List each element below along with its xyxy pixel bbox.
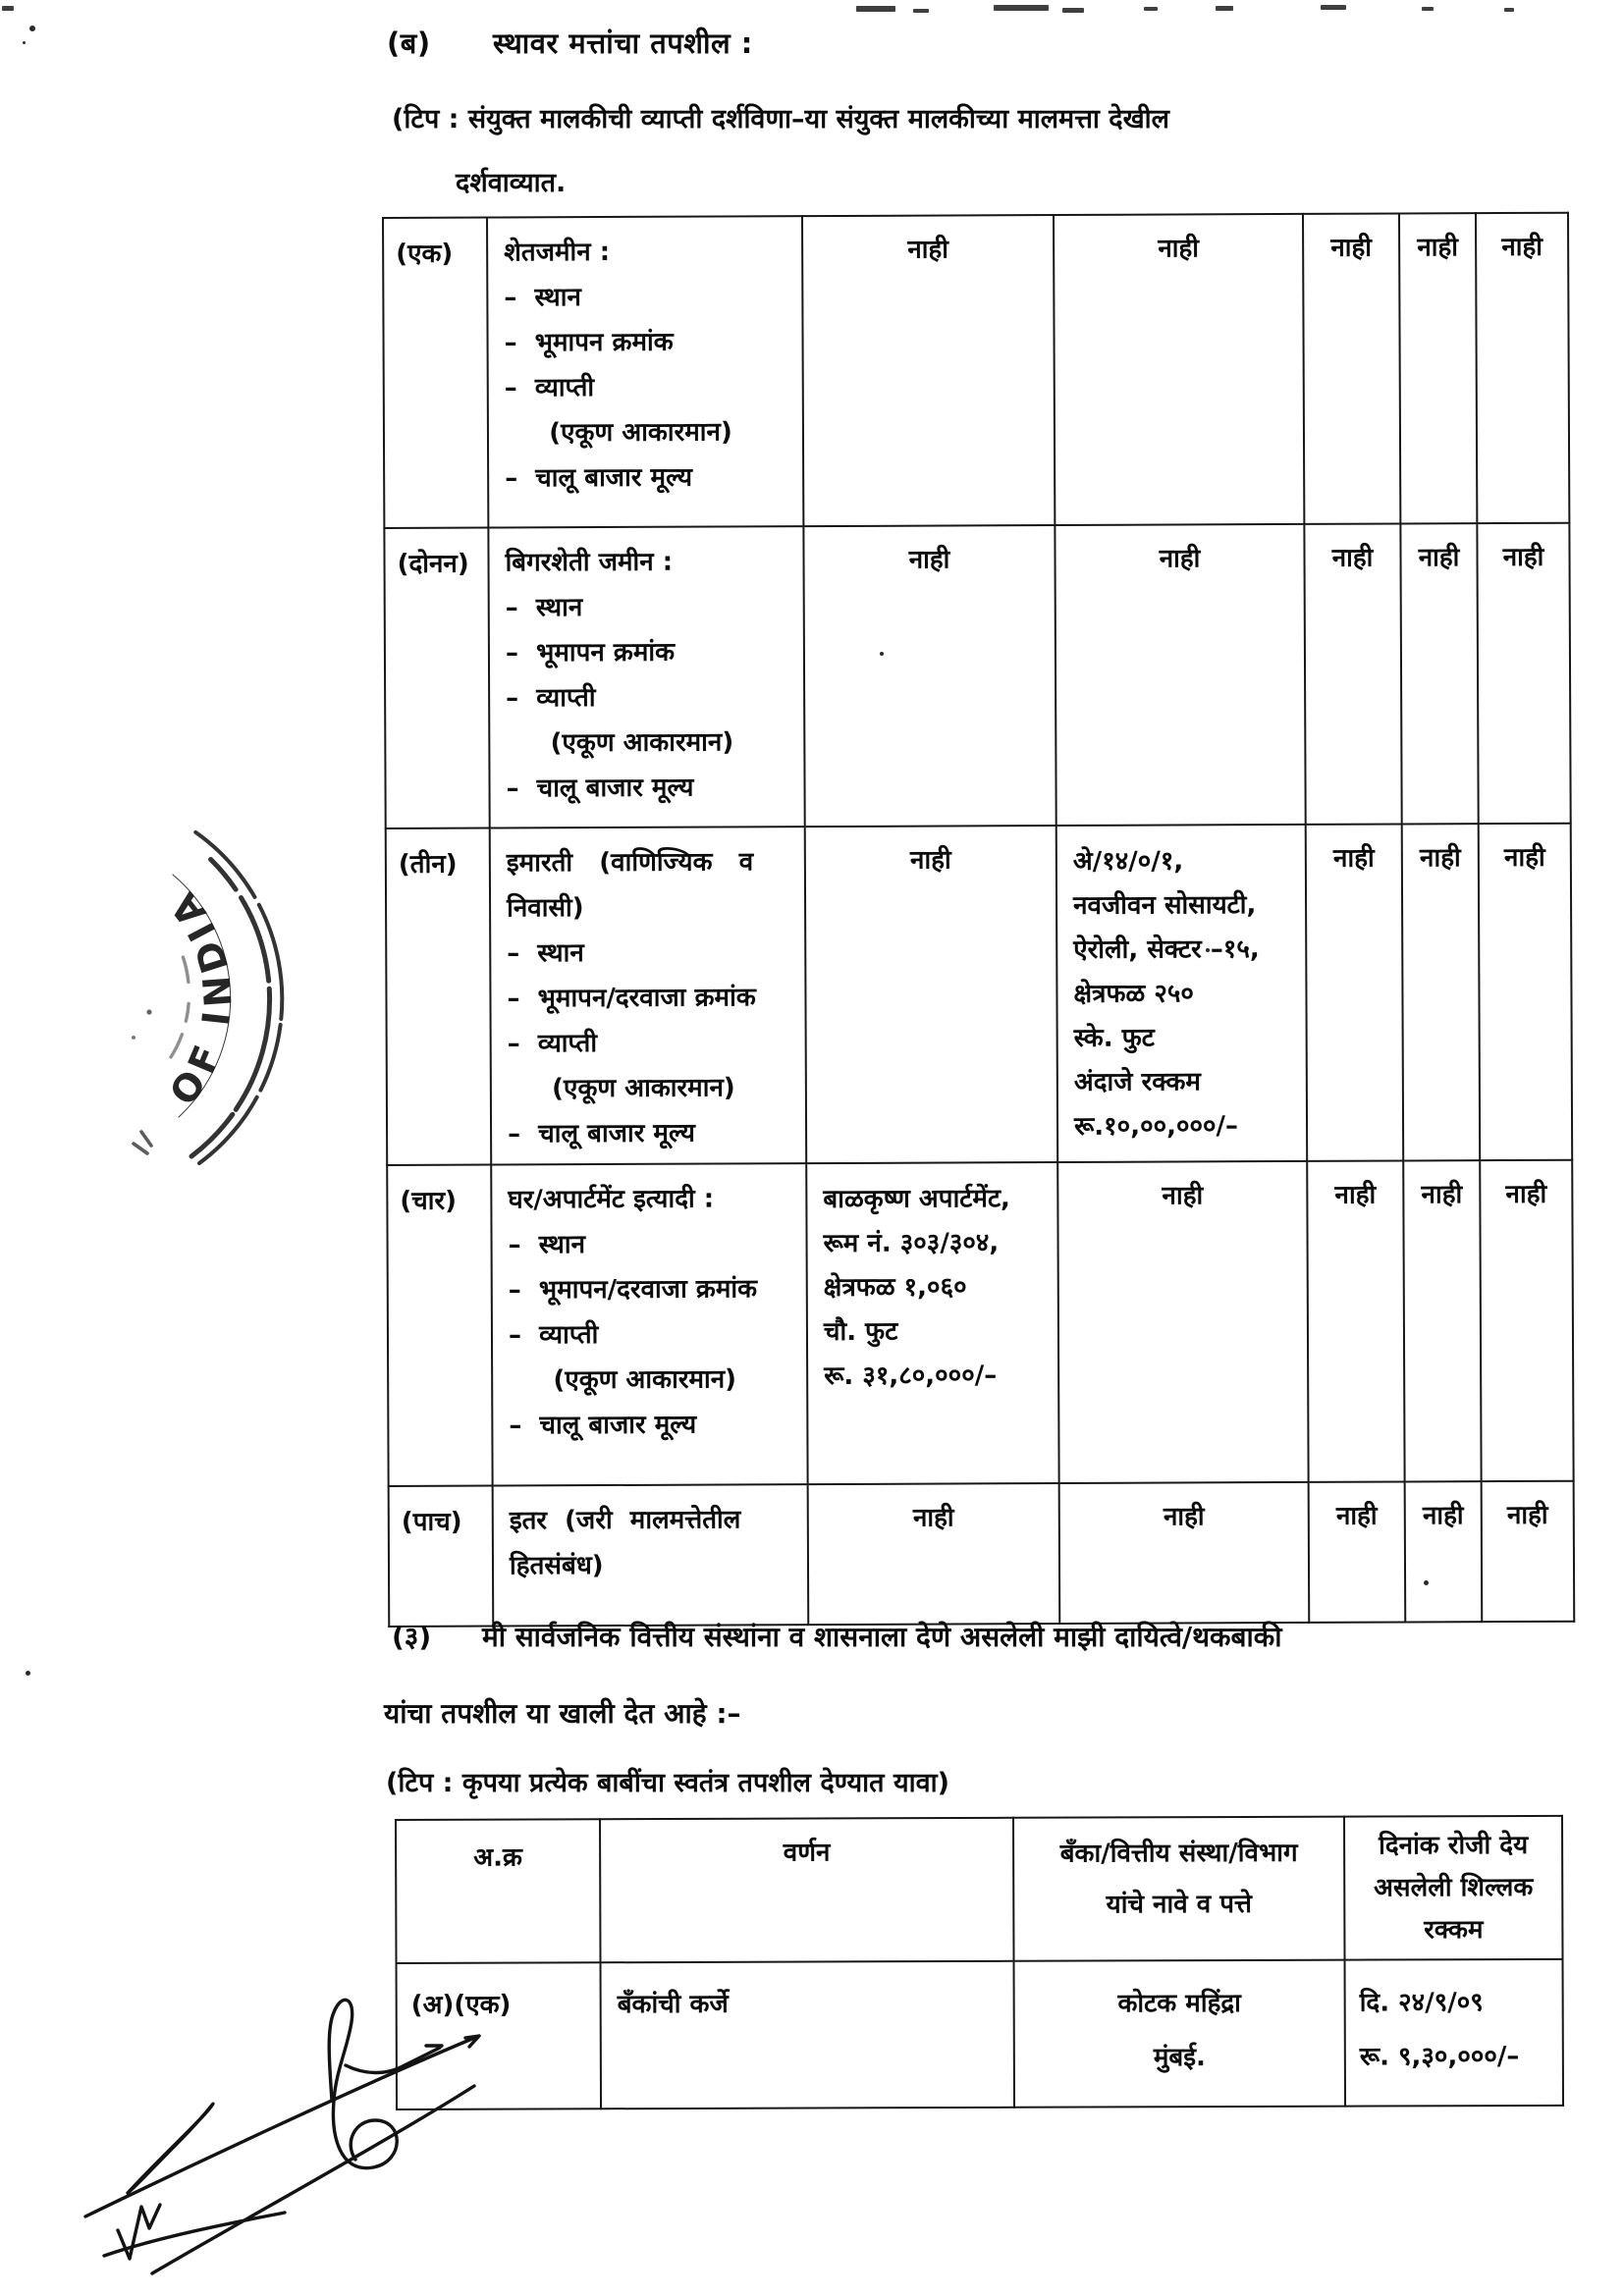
text-line: – चालू बाजार मूल्य	[508, 1118, 695, 1149]
text-line: – व्याप्ती	[508, 1320, 599, 1351]
text-line: रू. ३१,८०,०००/–	[824, 1361, 998, 1392]
header-due-amount	[1344, 1816, 1563, 1960]
value-cell: नाही	[802, 215, 1055, 526]
text-line: – चालू बाजार मूल्य	[509, 1410, 697, 1441]
stamp-arc-text: OF INDIA	[158, 880, 241, 1114]
value-cell: नाही	[1479, 824, 1572, 1160]
section3-number: (३)	[392, 1621, 432, 1653]
text-line: (एकूण आकारमान)	[506, 727, 734, 759]
value-cell: नाही	[1306, 824, 1403, 1160]
value-cell: नाही	[1059, 1482, 1310, 1624]
text-line: यांचे नावे व पत्ते	[1106, 1889, 1253, 1920]
section3-text: मी सार्वजनिक वित्तीय संस्थांना व शासनाला देणे असलेली माझी दायित्वे/थकबाकी	[482, 1621, 1282, 1653]
serial-cell: (चार)	[387, 1165, 492, 1486]
section3-line1	[392, 1618, 1282, 1655]
text-line: नवजीवन सोसायटी,	[1073, 890, 1257, 921]
text-line: शेतजमीन :	[504, 237, 611, 268]
text-line: (एकूण आकारमान)	[504, 417, 732, 449]
scan-artifact	[1062, 8, 1084, 13]
value-cell: नाही	[805, 826, 1057, 1163]
value-cell: नाही	[1399, 213, 1477, 523]
svg-text:OF INDIA	[158, 880, 240, 1113]
bank-cell	[1014, 1960, 1346, 2108]
text-line: बँका/वित्तीय संस्था/विभाग	[1059, 1838, 1298, 1869]
note-line-1: (टिप : संयुक्त मालकीची व्याप्ती दर्शविणा–या संयुक्त मालकीच्या मालमत्ता देखील	[392, 104, 1169, 134]
table-row	[386, 824, 1572, 1165]
value-cell: नाही	[803, 525, 1056, 827]
text-line: चौ. फुट	[823, 1316, 898, 1348]
scan-artifact	[1422, 7, 1434, 11]
text-line: (एकूण आकारमान)	[509, 1364, 737, 1396]
scan-artifact	[913, 9, 929, 13]
text-line: – चालू बाजार मूल्य	[505, 462, 693, 494]
section-heading	[387, 24, 753, 62]
header-description: वर्णन	[600, 1818, 1014, 1962]
text-line: ऐरोली, सेक्टर –१५,	[1073, 934, 1260, 965]
text-line: हितसंबंध)	[509, 1551, 604, 1581]
text-line: रक्कम	[1424, 1915, 1484, 1946]
scan-artifact	[29, 26, 35, 31]
value-cell: नाही	[1480, 1160, 1573, 1481]
liabilities-table	[395, 1815, 1564, 2110]
value-cell: नाही	[1303, 213, 1400, 523]
description-cell	[487, 216, 803, 527]
value-cell: नाही	[1055, 524, 1305, 826]
scan-artifact	[23, 41, 26, 44]
text-line: – भूमापन/दरवाजा क्रमांक	[508, 1274, 758, 1306]
text-line: रूम नं. ३०३/३०४,	[823, 1228, 1000, 1259]
text-line: इतर (जरी मालमत्तेतील	[509, 1505, 741, 1536]
description-cell	[490, 827, 806, 1164]
text-line: – स्थान	[507, 938, 584, 969]
table-row	[384, 523, 1570, 828]
text-line: बाळकृष्ण अपार्टमेंट,	[823, 1184, 1010, 1215]
section3-note: (टिप : कृपया प्रत्येक बाबींचा स्वतंत्र तपशील देण्यात यावा)	[386, 1768, 949, 1798]
scan-artifact	[1216, 6, 1233, 11]
text-line: रू. ९,३०,०००/–	[1359, 2042, 1520, 2072]
text-line: कोटक महिंद्रा	[1117, 1988, 1241, 2019]
scan-artifact	[1504, 8, 1514, 12]
table-header-row	[396, 1816, 1563, 1963]
table-row	[387, 1160, 1573, 1486]
text-line: – व्याप्ती	[506, 683, 596, 714]
value-cell: नाही	[1304, 523, 1401, 824]
serial-cell: (अ)(एक)	[397, 1962, 602, 2109]
description-cell: बँकांची कर्जे	[601, 1961, 1015, 2109]
text-line: निवासी)	[507, 893, 584, 924]
text-line: क्षेत्रफळ १,०६०	[823, 1272, 967, 1304]
text-line: स्के. फुट	[1073, 1023, 1155, 1053]
text-line: बिगरशेती जमीन :	[505, 547, 674, 578]
immovable-assets-table	[382, 212, 1575, 1628]
value-cell: नाही	[1477, 523, 1570, 824]
text-line: असलेली शिल्लक	[1374, 1872, 1534, 1903]
value-cell: नाही	[1054, 214, 1304, 525]
scan-artifact	[2, 6, 14, 11]
text-line: घर/अपार्टमेंट इत्यादी :	[508, 1184, 715, 1215]
text-line: – भूमापन क्रमांक	[505, 637, 676, 668]
text-line: – भूमापन/दरवाजा क्रमांक	[507, 983, 756, 1014]
value-cell: नाही	[808, 1483, 1060, 1625]
note-line-2: दर्शवाव्यात.	[456, 168, 567, 198]
text-line: रू.१०,००,०००/–	[1073, 1111, 1239, 1142]
serial-cell: (एक)	[383, 218, 488, 528]
text-line: दिनांक रोजी देय	[1379, 1830, 1529, 1861]
scan-artifact	[1321, 5, 1346, 10]
text-line: क्षेत्रफळ २५०	[1073, 979, 1194, 1009]
text-line: मुंबई.	[1153, 2043, 1206, 2073]
text-line: दि. २४/९/०९	[1359, 1988, 1484, 2018]
serial-cell: (पाच)	[389, 1486, 494, 1627]
text-line: – व्याप्ती	[504, 373, 595, 403]
section3-line2: यांचा तपशील या खाली देत आहे :–	[384, 1697, 741, 1730]
header-serial: अ.क्र	[396, 1819, 601, 1963]
section-label: (ब)	[387, 27, 431, 60]
description-cell	[488, 526, 804, 828]
value-cell: नाही	[1403, 1160, 1481, 1481]
serial-cell: (तीन)	[386, 828, 491, 1165]
value-cell: नाही	[1482, 1481, 1575, 1622]
text-line: – स्थान	[508, 1230, 586, 1260]
text-line: अे/१४/०/१,	[1072, 846, 1184, 877]
text-line: – व्याप्ती	[507, 1029, 598, 1059]
text-line: – स्थान	[504, 283, 581, 313]
text-line: इमारती (वाणिज्यिक व	[506, 847, 754, 879]
description-cell	[491, 1163, 807, 1485]
property-details-cell	[1056, 825, 1307, 1162]
value-cell: नाही	[1057, 1161, 1308, 1483]
value-cell: नाही	[1307, 1160, 1404, 1481]
table-row	[397, 1959, 1564, 2109]
value-cell: नाही	[1405, 1481, 1483, 1622]
value-cell: नाही	[1476, 213, 1569, 523]
scan-artifact	[1144, 7, 1158, 11]
table-row	[389, 1481, 1575, 1627]
signature	[39, 1971, 569, 2290]
scan-artifact	[26, 1671, 30, 1676]
property-details-cell	[806, 1162, 1058, 1484]
value-cell: नाही	[1309, 1481, 1406, 1622]
text-line: – भूमापन क्रमांक	[504, 327, 674, 358]
description-cell	[493, 1484, 809, 1626]
text-line: अंदाजे रक्कम	[1073, 1067, 1201, 1097]
value-cell: नाही	[1400, 523, 1478, 824]
due-amount-cell	[1345, 1959, 1564, 2107]
scan-artifact	[856, 6, 895, 12]
section-title: स्थावर मत्तांचा तपशील :	[493, 27, 753, 60]
serial-cell: (दोनन)	[384, 528, 489, 828]
text-line: – चालू बाजार मूल्य	[506, 773, 694, 804]
table-row	[383, 213, 1569, 528]
text-line: – स्थान	[505, 593, 583, 623]
govt-of-india-stamp-icon	[39, 829, 324, 1168]
scan-artifact	[994, 5, 1049, 11]
text-line: (एकूण आकारमान)	[507, 1073, 735, 1104]
header-bank	[1013, 1817, 1345, 1961]
value-cell: नाही	[1402, 824, 1480, 1160]
